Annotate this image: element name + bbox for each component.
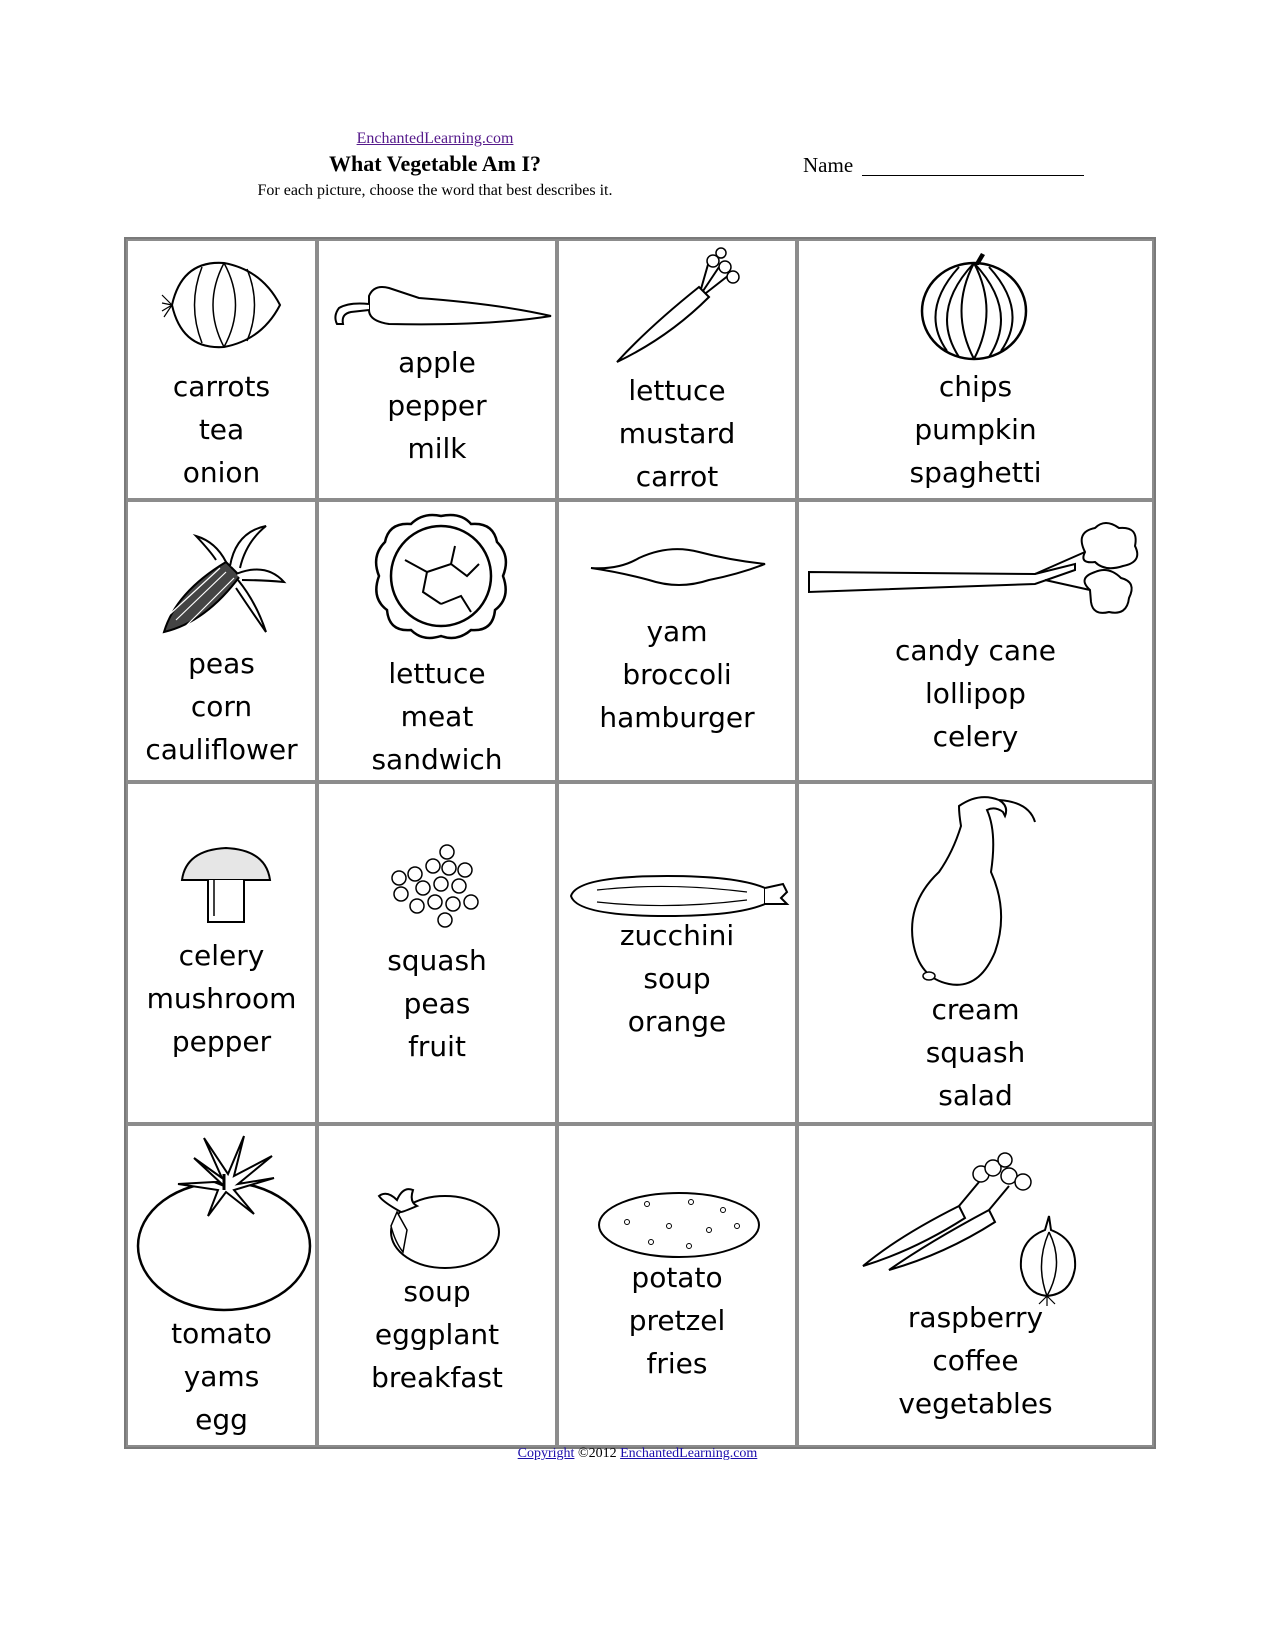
choice-word: sandwich bbox=[371, 743, 503, 776]
corn-icon bbox=[156, 522, 286, 642]
choice-word: fries bbox=[646, 1347, 708, 1380]
page-title: What Vegetable Am I? bbox=[328, 151, 542, 176]
choice-word: pumpkin bbox=[914, 413, 1037, 446]
choice-word: pepper bbox=[387, 389, 487, 422]
choice-word: mushroom bbox=[146, 982, 297, 1015]
cell-carrot bbox=[557, 239, 797, 500]
mushroom-icon bbox=[178, 846, 274, 926]
choice-word: celery bbox=[178, 939, 265, 972]
cell-yam bbox=[557, 500, 797, 782]
cell-peas bbox=[317, 782, 557, 1124]
choice-word: peas bbox=[188, 647, 255, 680]
choice-word: lettuce bbox=[628, 374, 726, 407]
choice-word: pepper bbox=[171, 1025, 272, 1058]
choice-word: fruit bbox=[408, 1030, 466, 1063]
choice-word: peas bbox=[403, 987, 471, 1020]
name-label: Name bbox=[803, 153, 854, 177]
choice-word: broccoli bbox=[622, 658, 732, 691]
site-link[interactable]: EnchantedLearning.com bbox=[356, 130, 514, 147]
choice-word: candy cane bbox=[894, 634, 1057, 667]
copyright-link[interactable]: Copyright bbox=[517, 1446, 575, 1461]
choice-word: lettuce bbox=[388, 657, 486, 690]
choice-word: soup bbox=[643, 962, 711, 995]
choice-word: eggplant bbox=[374, 1318, 500, 1351]
carrot-icon bbox=[609, 247, 749, 367]
cell-squash bbox=[797, 782, 1154, 1124]
copyright-year: ©2012 bbox=[577, 1446, 617, 1461]
lettuce-icon bbox=[371, 512, 511, 642]
zucchini-icon bbox=[567, 870, 791, 920]
choice-word: tea bbox=[198, 413, 245, 446]
choice-word: orange bbox=[627, 1005, 727, 1038]
choice-word: coffee bbox=[932, 1344, 1019, 1377]
cell-mushroom bbox=[126, 782, 317, 1124]
instructions: For each picture, choose the word that best describes it. bbox=[257, 182, 613, 199]
cell-vegetables bbox=[797, 1124, 1154, 1447]
choice-word: squash bbox=[925, 1036, 1026, 1069]
vegetables-icon bbox=[859, 1146, 1089, 1306]
cell-zucchini bbox=[557, 782, 797, 1124]
choice-word: apple bbox=[398, 346, 476, 379]
choice-word: zucchini bbox=[619, 919, 735, 952]
cell-pumpkin bbox=[797, 239, 1154, 500]
choice-word: yams bbox=[183, 1360, 260, 1393]
squash-icon bbox=[899, 792, 1049, 992]
choice-word: pretzel bbox=[628, 1304, 726, 1337]
choice-word: chips bbox=[938, 370, 1013, 403]
choice-word: egg bbox=[195, 1403, 248, 1436]
choice-word: cream bbox=[931, 993, 1020, 1026]
choice-word: yam bbox=[646, 615, 708, 648]
cell-celery bbox=[797, 500, 1154, 782]
choice-word: meat bbox=[400, 700, 474, 733]
cell-potato bbox=[557, 1124, 797, 1447]
potato-icon bbox=[597, 1190, 761, 1260]
name-line bbox=[862, 175, 1084, 176]
footer-site-link[interactable]: EnchantedLearning.com bbox=[620, 1446, 758, 1461]
choice-word: soup bbox=[403, 1275, 471, 1308]
choice-word: milk bbox=[407, 432, 467, 465]
tomato-icon bbox=[134, 1134, 314, 1314]
cell-tomato bbox=[126, 1124, 317, 1447]
celery-icon bbox=[805, 522, 1150, 622]
choice-word: spaghetti bbox=[909, 456, 1042, 489]
cell-pepper bbox=[317, 239, 557, 500]
choice-word: cauliflower bbox=[145, 733, 298, 766]
choice-word: tomato bbox=[171, 1317, 272, 1350]
choice-word: vegetables bbox=[898, 1387, 1053, 1420]
choice-word: salad bbox=[938, 1079, 1013, 1112]
choice-word: hamburger bbox=[599, 701, 755, 734]
onion-icon bbox=[162, 255, 282, 355]
choice-word: carrots bbox=[172, 370, 271, 403]
cell-onion bbox=[126, 239, 317, 500]
choice-word: lollipop bbox=[925, 677, 1026, 710]
choice-word: carrot bbox=[635, 460, 719, 493]
cell-eggplant bbox=[317, 1124, 557, 1447]
choice-word: breakfast bbox=[371, 1361, 503, 1394]
peas-icon bbox=[389, 844, 489, 944]
pumpkin-icon bbox=[919, 251, 1029, 361]
choice-word: onion bbox=[182, 456, 261, 489]
cell-lettuce bbox=[317, 500, 557, 782]
footer bbox=[0, 1446, 1275, 1462]
choice-word: raspberry bbox=[907, 1301, 1044, 1334]
choice-word: potato bbox=[631, 1261, 723, 1294]
cell-corn bbox=[126, 500, 317, 782]
worksheet-grid bbox=[124, 237, 1156, 1449]
yam-icon bbox=[589, 542, 769, 592]
choice-word: squash bbox=[387, 944, 487, 977]
choice-word: mustard bbox=[618, 417, 736, 450]
choice-word: corn bbox=[190, 690, 253, 723]
eggplant-icon bbox=[373, 1182, 503, 1272]
pepper-icon bbox=[329, 276, 554, 336]
choice-word: celery bbox=[932, 720, 1019, 753]
